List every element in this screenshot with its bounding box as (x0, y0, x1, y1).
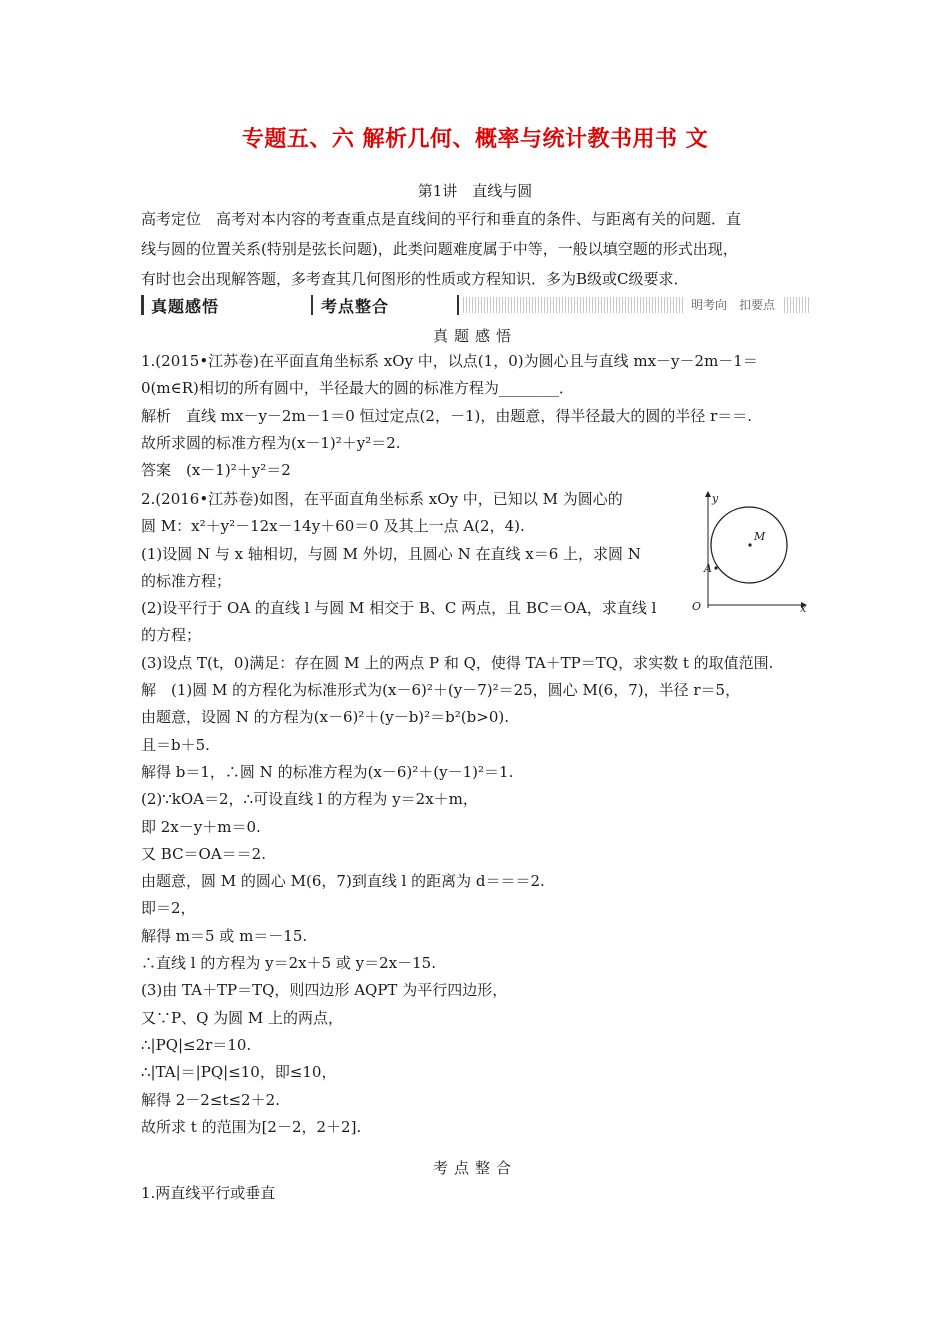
intro-line: 线与圆的位置关系(特别是弦长问题)，此类问题难度属于中等，一般以填空题的形式出现， (141, 240, 738, 258)
banner-tag: 明考向 扣要点 (683, 295, 783, 315)
text-line: 解析 直线 mx－y－2m－1＝0 恒过定点(2，－1)，由题意，得半径最大的圆的半径 r＝＝. (141, 406, 753, 425)
text-line: 解得 2－2≤t≤2＋2. (141, 1090, 280, 1109)
banner-label-kaodian: 考点整合 (321, 297, 390, 316)
text-line: 解得 m＝5 或 m＝－15. (141, 926, 308, 945)
banner-bar (141, 295, 144, 315)
text-line: 又 BC＝OA＝＝2. (141, 844, 266, 863)
intro-line: 有时也会出现解答题，多考查其几何图形的性质或方程知识．多为B级或C级要求． (141, 270, 689, 288)
text-line: 由题意，圆 M 的圆心 M(6，7)到直线 l 的距离为 d＝＝＝2. (141, 872, 545, 891)
banner-divider (457, 295, 459, 315)
text-line: 由题意，设圆 N 的方程为(x－6)²＋(y－b)²＝b²(b>0). (141, 708, 509, 727)
text-line: ∴|TA|＝|PQ|≤10，即≤10， (141, 1063, 337, 1082)
text-line: 圆 M：x²＋y²－12x－14y＋60＝0 及其上一点 A(2，4). (141, 517, 525, 536)
text-line: 2.(2016•江苏卷)如图，在平面直角坐标系 xOy 中，已知以 M 为圆心的 (141, 490, 623, 508)
lecture-heading: 第1讲 直线与圆 (417, 182, 533, 200)
intro-line: 高考定位 高考对本内容的考查重点是直线间的平行和垂直的条件、与距离有关的问题．直 (141, 210, 742, 228)
text-line: ∴|PQ|≤2r＝10. (141, 1035, 252, 1054)
text-line: 又∵P、Q 为圆 M 上的两点， (141, 1008, 344, 1027)
text-line: 解 (1)圆 M 的方程化为标准形式为(x－6)²＋(y－7)²＝25，圆心 M(6，7)，半径 r＝5， (141, 681, 741, 700)
text-line: 故所求圆的标准方程为(x－1)²＋y²＝2. (141, 433, 401, 452)
text-line: 且＝b＋5. (141, 735, 210, 754)
section-heading-kaodian: 考点整合 (432, 1159, 517, 1177)
x-axis-label: x (800, 602, 807, 615)
text-line: 答案 (x－1)²＋y²＝2 (141, 461, 291, 480)
text-line: 的方程； (141, 626, 202, 645)
document-title: 专题五、六 解析几何、概率与统计教书用书 文 (241, 127, 709, 152)
text-line: (1)设圆 N 与 x 轴相切，与圆 M 外切，且圆心 N 在直线 x＝6 上，求圆 N (141, 544, 641, 563)
text-line: 的标准方程； (141, 571, 232, 590)
text-line: 故所求 t 的范围为[2－2，2＋2]. (141, 1117, 362, 1136)
origin-label: O (692, 600, 702, 613)
text-line: (2)设平行于 OA 的直线 l 与圆 M 相交于 B、C 两点，且 BC＝OA，求直线 l (141, 599, 657, 618)
banner-label-zhenti: 真题感悟 (151, 297, 220, 316)
section-banner (141, 293, 811, 317)
center-point (748, 543, 751, 546)
text-line: (3)由 TA＋TP＝TQ，则四边形 AQPT 为平行四边形， (141, 981, 508, 1000)
banner-divider (311, 295, 313, 315)
circle-figure (678, 488, 812, 616)
text-line: 解得 b＝1，∴圆 N 的标准方程为(x－6)²＋(y－1)²＝1. (141, 762, 514, 781)
point-m-label: M (754, 530, 766, 543)
text-line: (2)∵kOA＝2，∴可设直线 l 的方程为 y＝2x＋m， (141, 790, 478, 809)
point-a-dot (714, 566, 717, 569)
text-line: 0(m∈R)相切的所有圆中，半径最大的圆的标准方程为________． (141, 379, 574, 398)
text-line: (3)设点 T(t，0)满足：存在圆 M 上的两点 P 和 Q，使得 TA＋TP＝TQ，求实数 t 的取值范围. (141, 653, 774, 672)
text-line: 即＝2， (141, 899, 196, 918)
text-line: 1.(2015•江苏卷)在平面直角坐标系 xOy 中，以点(1，0)为圆心且与直线 mx－y－2m－1＝ (141, 352, 758, 370)
section-heading-zhenti: 真题感悟 (432, 327, 517, 345)
problem-1 (141, 348, 821, 484)
subsection-heading: 1.两直线平行或垂直 (141, 1184, 276, 1202)
text-line: ∴直线 l 的方程为 y＝2x＋5 或 y＝2x－15. (141, 954, 436, 973)
y-axis-label: y (712, 492, 719, 505)
text-line: 即 2x－y＋m＝0. (141, 817, 261, 836)
intro-paragraph (141, 204, 811, 294)
point-a-label: A (704, 562, 712, 575)
